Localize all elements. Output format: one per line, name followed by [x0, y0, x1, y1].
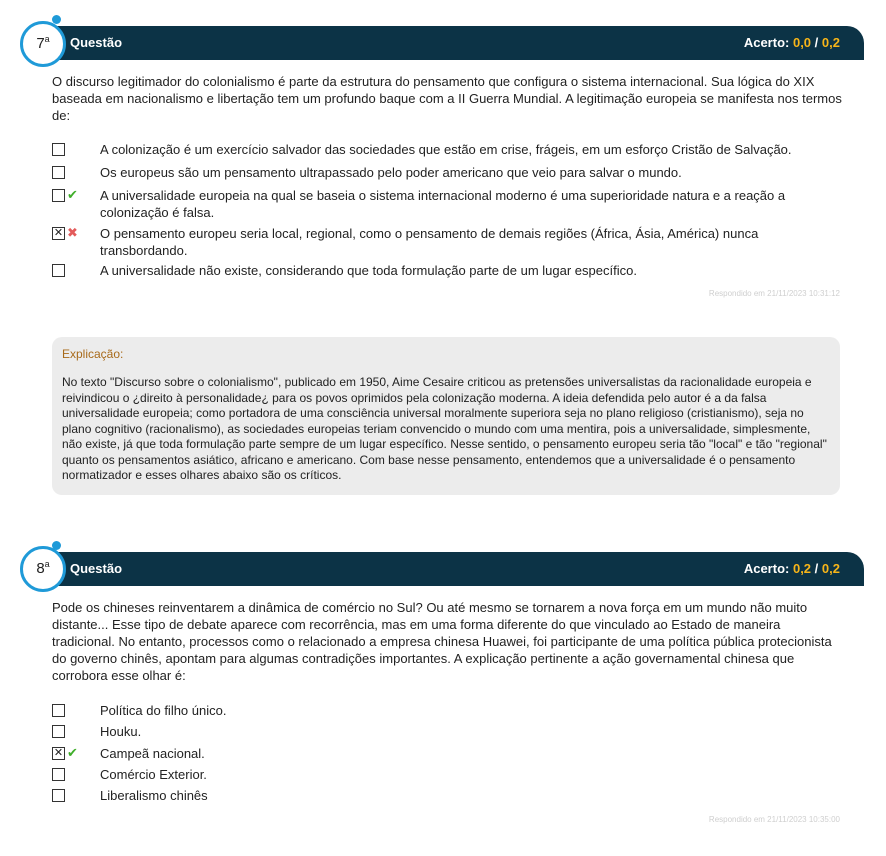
checkbox[interactable]	[52, 768, 65, 781]
q7-ordinal: a	[44, 34, 50, 44]
q7-explanation-box	[52, 337, 840, 495]
q7-option-3-text: A universalidade europeia na qual se baseia o sistema internacional moderno é uma superioridade natura e a reação a colonização é falsa.	[100, 188, 786, 220]
q7-option-1-text: A colonização é um exercício salvador das sociedades que estão em crise, frágeis, em um esforço Cristão de Salvação.	[100, 142, 792, 157]
q7-badge-dot	[52, 15, 61, 24]
q8-option-2-text: Houku.	[100, 724, 142, 739]
q8-badge-dot	[52, 541, 61, 550]
q8-score-label: Acerto:	[743, 561, 790, 576]
checkbox-checked[interactable]: ✕	[53, 747, 64, 759]
q8-ordinal: a	[44, 559, 50, 569]
cross-wrong-icon: ✖	[67, 225, 78, 240]
q7-score-label: Acerto:	[743, 35, 790, 50]
checkbox[interactable]	[52, 189, 65, 202]
q7-option-4-text: O pensamento europeu seria local, regional, como o pensamento de demais regiões (África, Ásia, América) nunca transbordando.	[100, 226, 759, 258]
q7-score-sep: /	[814, 35, 819, 50]
q8-score-sep: /	[814, 561, 819, 576]
q8-answered-timestamp: Respondido em 21/11/2023 10:35:00	[708, 815, 840, 824]
q8-header-bar	[48, 552, 864, 586]
q7-score-value: 0,0	[792, 35, 812, 50]
q8-number: 8	[36, 560, 45, 577]
q8-option-1-text: Política do filho único.	[100, 703, 227, 718]
q7-score	[744, 35, 840, 50]
q7-answered-timestamp: Respondido em 21/11/2023 10:31:12	[708, 289, 840, 298]
checkbox[interactable]	[52, 264, 65, 277]
q8-number-badge	[20, 546, 66, 592]
q8-title: Questão	[70, 561, 123, 576]
q7-number: 7	[36, 35, 45, 52]
check-correct-icon: ✔	[67, 745, 78, 760]
checkbox-checked[interactable]: ✕	[53, 227, 64, 239]
checkbox[interactable]	[52, 143, 65, 156]
q8-option-5-text: Liberalismo chinês	[100, 788, 208, 803]
q7-option-2-text: Os europeus são um pensamento ultrapassado pelo poder americano que veio para salvar o mundo.	[100, 165, 682, 180]
q7-explanation-title: Explicação:	[62, 347, 124, 361]
q7-number-badge	[20, 21, 66, 67]
q8-option-3-text: Campeã nacional.	[100, 746, 205, 761]
q8-score-total: 0,2	[821, 561, 840, 576]
check-correct-icon: ✔	[67, 187, 78, 202]
checkbox[interactable]	[52, 166, 65, 179]
checkbox[interactable]	[52, 789, 65, 802]
q8-option-4-text: Comércio Exterior.	[100, 767, 207, 782]
q7-header-bar	[48, 26, 864, 60]
q7-score-total: 0,2	[821, 35, 840, 50]
q8-score	[744, 561, 840, 576]
q7-stem: O discurso legitimador do colonialismo é parte da estrutura do pensamento que configura o sistema internacional. Sua lógica do XIX baseada em nacionalismo e libertação tem um profundo baque com a II Guerra Mundial. A legitimação europeia se manifesta nos termos de:	[52, 74, 842, 123]
q7-title: Questão	[70, 35, 123, 50]
checkbox[interactable]	[52, 704, 65, 717]
q7-option-5-text: A universalidade não existe, considerando que toda formulação parte de um lugar específico.	[100, 263, 637, 278]
q8-stem: Pode os chineses reinventarem a dinâmica de comércio no Sul? Ou até mesmo se tornarem a nova força em um mundo não muito distante... Esse tipo de debate aparece com recorrência, mas em uma forma diferente do que vinculado ao Estado de maneira tradicional. No entanto, processos como o relacionado a empresa chinesa Huawei, foi participante de uma política pública protecionista do governo chinês, apontam para algumas contradições importantes. A explicação pertinente a ação governamental chinesa que corrobora esse olhar é:	[52, 600, 832, 683]
q7-explanation-text: No texto "Discurso sobre o colonialismo", publicado em 1950, Aime Cesaire criticou as pretensões universalistas da racionalidade europeia e reivindicou o ¿direito à personalidade¿ para os povos oprimidos pela colonização moderna. A ideia defendida pelo autor é a da falsa universalidade europeia; como portadora de uma consciência universal moralmente superiora seja no plano religioso (cristianismo), seja no plano cognitivo (racionalismo), as sociedades europeias teriam convencido o mundo com uma mentira, pois a universalidade, simplesmente, não existe, já que toda formulação parte sempre de um lugar específico. Nesse sentido, o pensamento europeu seria tão "local" e tão "regional" quanto os pensamentos asiático, africano e americano. Com base nesse pensamento, entendemos que a universalidade é o pensamento normatizador e esses olhares abaixo são os críticos.	[62, 375, 827, 482]
checkbox[interactable]	[52, 725, 65, 738]
q8-score-value: 0,2	[792, 561, 812, 576]
